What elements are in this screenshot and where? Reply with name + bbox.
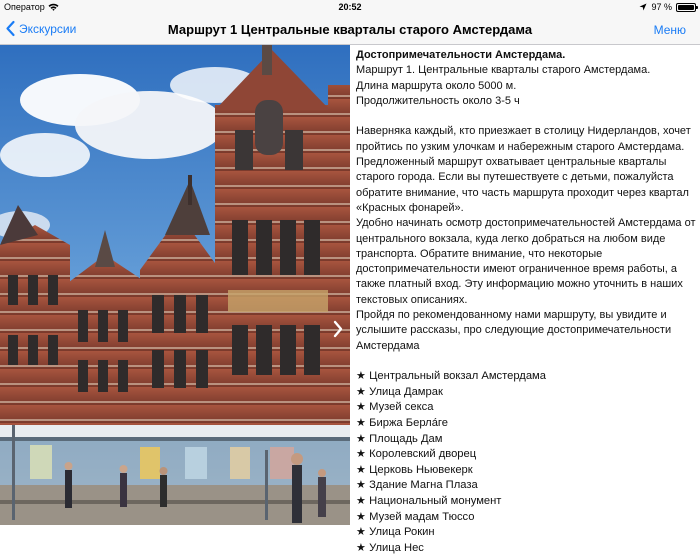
description-panel: [356, 48, 696, 554]
status-time: 20:52: [338, 2, 362, 12]
route-length: Длина маршрута около 5000 м.: [356, 79, 517, 92]
station-photo-image: [0, 45, 350, 525]
location-arrow-icon: [639, 3, 647, 11]
page-title: Маршрут 1 Центральные кварталы старого Амстердама: [167, 22, 533, 37]
list-item: ★ Биржа Берла́ге: [356, 417, 448, 430]
navigation-bar: [0, 15, 700, 45]
status-right-group: [639, 2, 696, 12]
chevron-left-icon: [6, 21, 15, 36]
spacer: [356, 354, 696, 369]
intro-paragraph: Наверняка каждый, кто приезжает в столицу Нидерландов, хочет пройтись по узким улочкам и набережным старого Амстердама. Предложенный маршрут охватывает центральные кварталы старого города. Если вы путешествуете с детьми, пожалуйста обратите внимание, что часть маршрута проходит через квартал «Красных фонарей».: [356, 125, 691, 214]
list-item: ★ Центральный вокзал Амстердама: [356, 370, 546, 383]
sights-list: [356, 369, 696, 556]
start-paragraph: Удобно начинать осмотр достопримечательностей Амстердама от центрального вокзала, куда легко добраться на любом виде транспорта. Обратите внимание, что некоторые достопримечательности имеют ограниченное время работы, а также платный вход. Эту информацию можно уточнить в наших текстовых описаниях.: [356, 217, 696, 306]
station-photo: [0, 45, 350, 525]
back-button-label: Экскурсии: [19, 21, 77, 36]
list-item: ★ Улица Дамрак: [356, 385, 443, 398]
list-item: ★ Национальный монумент: [356, 494, 502, 507]
route-duration: Продолжительность около 3-5 ч: [356, 94, 520, 107]
battery-percent: 97 %: [651, 2, 672, 12]
list-item: ★ Улица Рокин: [356, 526, 435, 539]
sights-intro-paragraph: Пройдя по рекомендованному нами маршруту, вы увидите и услышите рассказы, про следующие достопримечательности Амстердама: [356, 309, 672, 352]
battery-level: [678, 5, 694, 10]
list-item: ★ Королевский дворец: [356, 448, 477, 461]
list-item: ★ Музей секса: [356, 401, 434, 414]
description-heading: Достопримечательности Амстердама.: [356, 49, 566, 61]
list-item: ★ Площадь Дам: [356, 432, 443, 445]
chevron-right-icon[interactable]: [330, 318, 346, 340]
list-item: ★ Улица Нес: [356, 541, 424, 554]
spacer: [356, 109, 696, 124]
list-item: ★ Церковь Ньювекерк: [356, 463, 473, 476]
back-button[interactable]: [6, 21, 76, 36]
menu-button[interactable]: Меню: [653, 23, 686, 37]
carrier-label: Оператор: [4, 2, 45, 12]
battery-icon: [676, 3, 696, 12]
list-item: ★ Здание Магна Плаза: [356, 479, 478, 492]
route-line: Маршрут 1. Центральные кварталы старого Амстердама.: [356, 64, 651, 77]
status-bar: [0, 0, 700, 15]
list-item: ★ Музей мадам Тюссо: [356, 510, 475, 523]
